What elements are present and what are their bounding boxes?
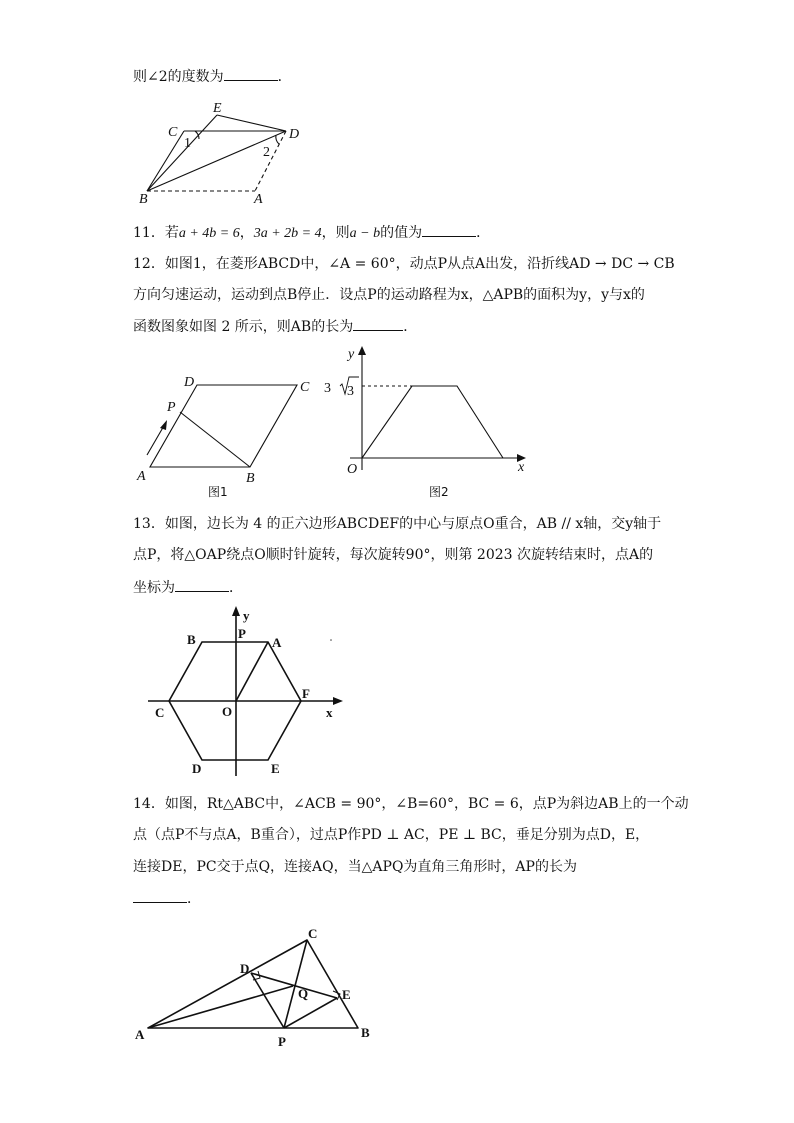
q12-fig2-label-o: O [347, 462, 358, 477]
q13-label-c: C [155, 705, 165, 720]
q11-end: ． [476, 225, 491, 241]
q13-line1: 13．如图，边长为 4 的正六边形ABCDEF的中心与原点O重合，AB // x轴，交y轴于 [133, 516, 662, 532]
q14-label-d: D [240, 961, 250, 976]
q11-text-c: 的值为 [380, 225, 423, 241]
q12-fig1-caption: 图1 [208, 485, 228, 499]
q12-fig2-label-3a: 3 [324, 381, 331, 396]
q11-eq1: a + 4b = 6 [178, 226, 240, 241]
q12-fig2-label-3b: 3 [347, 384, 354, 399]
q13-end: ． [229, 580, 243, 596]
q12-line1: 12．如图1，在菱形ABCD中，∠A = 60°，动点P从点A出发，沿折线AD → DC → CB [133, 256, 675, 272]
q14-label-e: E [342, 987, 351, 1002]
q12-fig1-label-p: P [167, 400, 176, 415]
q13-line2: 点P，将△OAP绕点O顺时针旋转，每次旋转90°，则第 2023 次旋转结束时，点A的 [133, 547, 654, 563]
q14-triangle-abc [148, 940, 358, 1028]
q13-label-x: x [326, 705, 333, 720]
q11-text-a: 11．若 [133, 225, 179, 241]
q12-fig1-label-b: B [246, 471, 255, 486]
q12-fig1-label-c: C [300, 380, 310, 395]
q10-end: ． [277, 69, 292, 85]
q10-tail: 则∠2的度数为 [133, 69, 224, 85]
q14-line3: 连接DE，PC交于点Q，连接AQ，当△APQ为直角三角形时，AP的长为 [133, 859, 577, 875]
q10-label-e: E [213, 101, 222, 116]
q11-expr: a − b [349, 226, 381, 241]
q10-label-2: 2 [263, 145, 270, 160]
q12-line3-text: 函数图象如图 2 所示，则AB的长为 [133, 319, 354, 335]
q14-line2: 点（点P不与点A，B重合），过点P作PD ⊥ AC，PE ⊥ BC，垂足分别为点D，E， [133, 827, 650, 843]
q12-fig1-label-d: D [184, 375, 195, 390]
q14-end: ． [187, 891, 201, 907]
q14-line1: 14．如图，Rt△ABC中，∠ACB = 90°，∠B=60°，BC = 6，点P为斜边AB上的一个动 [133, 796, 689, 812]
q14-label-b: B [361, 1025, 370, 1040]
q11-text-b: ，则 [321, 225, 350, 241]
q14-label-q: Q [298, 986, 309, 1001]
q10-label-c: C [168, 125, 178, 140]
q13-label-a: A [272, 635, 282, 650]
q11-sep: ， [239, 225, 254, 241]
q13-label-p: P [238, 626, 246, 641]
q10-label-d: D [289, 127, 300, 142]
q14-label-c: C [308, 926, 318, 941]
q13-line3-text: 坐标为 [133, 580, 175, 596]
q12-fig1-label-a: A [137, 469, 146, 484]
q10-label-a: A [254, 192, 263, 207]
q12-fig2-caption: 图2 [429, 485, 449, 499]
q14-label-a: A [135, 1027, 145, 1042]
q12-line2: 方向匀速运动，运动到点B停止．设点P的运动路程为x，△APB的面积为y，y与x的 [133, 287, 645, 303]
q14-label-p: P [278, 1034, 286, 1049]
q13-label-d: D [192, 761, 202, 776]
q12-end: ． [403, 319, 418, 335]
q13-label-o: O [222, 704, 233, 719]
q13-label-b: B [187, 632, 196, 647]
q14-seg-pe [284, 998, 337, 1028]
q10-label-b: B [139, 192, 148, 207]
q13-label-f: F [302, 686, 310, 701]
q13-label-e: E [271, 761, 280, 776]
q12-fig2-label-x: x [518, 460, 525, 475]
q10-label-1: 1 [184, 136, 191, 151]
q13-label-y: y [243, 608, 250, 623]
q11-eq2: 3a + 2b = 4 [253, 226, 322, 241]
q12-fig2-label-y: y [348, 347, 355, 362]
